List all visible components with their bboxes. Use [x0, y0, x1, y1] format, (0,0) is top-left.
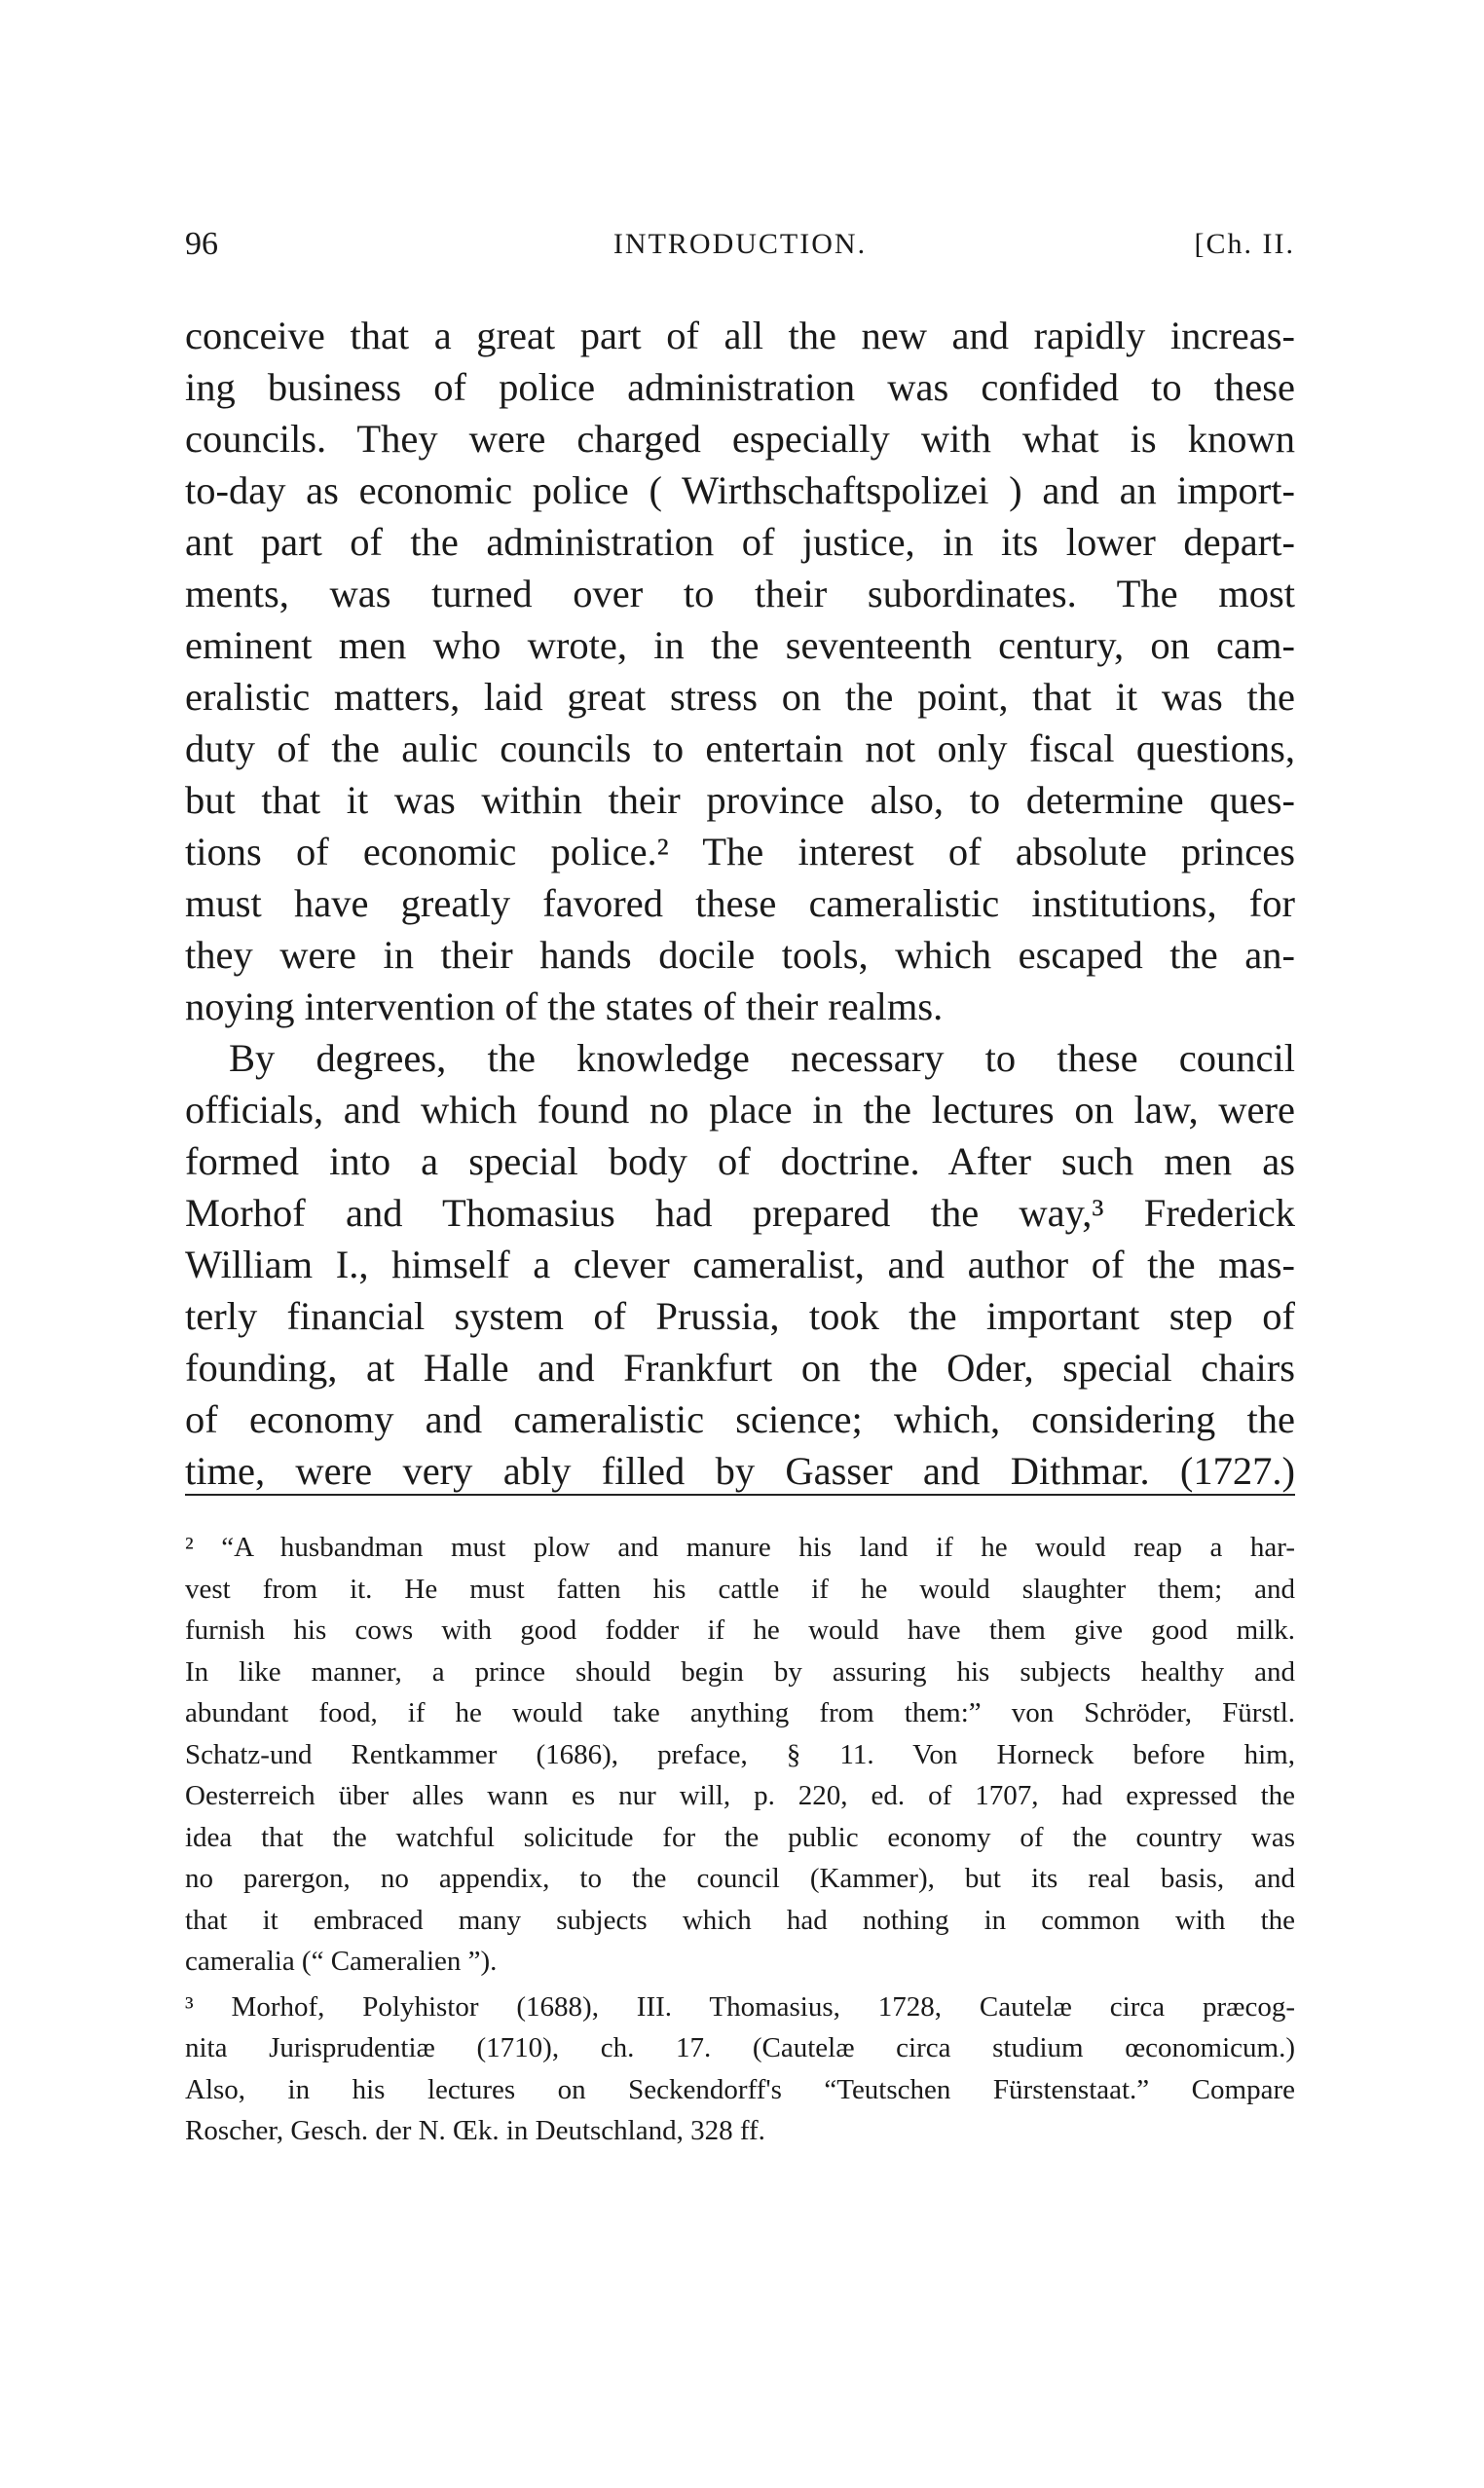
text-line: conceive that a great part of all the new and rapidly increas-: [185, 314, 1295, 357]
text-line: duty of the aulic councils to entertain not only fiscal questions,: [185, 726, 1295, 770]
text-line: they were in their hands docile tools, which escaped the an-: [185, 933, 1295, 977]
text-line: time, were very ably filled by Gasser and Dithmar. (1727.): [185, 1449, 1295, 1493]
page-header: [185, 226, 1295, 265]
text-line: tions of economic police.² The interest of absolute princes: [185, 830, 1295, 873]
footnote-line: furnish his cows with good fodder if he would have them give good milk.: [185, 1615, 1295, 1646]
footnote-line: no parergon, no appendix, to the council (Kammer), but its real basis, and: [185, 1863, 1295, 1894]
text-line: terly financial system of Prussia, took the important step of: [185, 1294, 1295, 1338]
footnote-line: that it embraced many subjects which had nothing in common with the: [185, 1904, 1295, 1936]
text-line: ant part of the administration of justice, in its lower depart-: [185, 520, 1295, 564]
text-line: must have greatly favored these cameralistic institutions, for: [185, 881, 1295, 925]
footnote-line: Schatz-und Rentkammer (1686), preface, § 11. Von Horneck before him,: [185, 1738, 1295, 1770]
footnote-line: idea that the watchful solicitude for the public economy of the country was: [185, 1821, 1295, 1853]
footnote-divider: [185, 1494, 1295, 1496]
text-line: but that it was within their province also, to determine ques-: [185, 778, 1295, 822]
running-title: INTRODUCTION.: [612, 228, 868, 260]
text-line: eralistic matters, laid great stress on the point, that it was the: [185, 675, 1295, 719]
footnote-3: [185, 1987, 1295, 2152]
footnotes: [185, 1527, 1295, 2152]
main-text: [185, 310, 1295, 1497]
text-line: councils. They were charged especially with what is known: [185, 417, 1295, 461]
text-line: ing business of police administration was confided to these: [185, 365, 1295, 409]
chapter-label: [Ch. II.: [1194, 228, 1295, 260]
footnote-line: nita Jurisprudentiæ (1710), ch. 17. (Cautelæ circa studium œconomicum.): [185, 2032, 1295, 2063]
footnote-line: ³ Morhof, Polyhistor (1688), III. Thomasius, 1728, Cautelæ circa præcog-: [185, 1990, 1295, 2023]
footnote-line: Also, in his lectures on Seckendorff's “Teutschen Fürstenstaat.” Compare: [185, 2073, 1295, 2105]
footnote-2: [185, 1527, 1295, 1983]
text-line: eminent men who wrote, in the seventeenth century, on cam-: [185, 623, 1295, 667]
text-line: Morhof and Thomasius had prepared the way,³ Frederick: [185, 1191, 1295, 1235]
text-line: By degrees, the knowledge necessary to these council: [229, 1036, 1295, 1080]
text-line: William I., himself a clever cameralist, and author of the mas-: [185, 1243, 1295, 1286]
text-line: officials, and which found no place in the lectures on law, were: [185, 1088, 1295, 1132]
paragraph-1: [185, 310, 1295, 1032]
footnote-line: abundant food, if he would take anything from them:” von Schröder, Fürstl.: [185, 1697, 1295, 1728]
text-line: ments, was turned over to their subordinates. The most: [185, 572, 1295, 615]
text-line: of economy and cameralistic science; which, considering the: [185, 1397, 1295, 1441]
text-line: to-day as economic police ( Wirthschaftspolizei ) and an import-: [185, 468, 1295, 512]
footnote-line: Oesterreich über alles wann es nur will, p. 220, ed. of 1707, had expressed the: [185, 1780, 1295, 1811]
footnote-line: cameralia (“ Cameralien ”).: [185, 1946, 498, 1977]
footnote-line: Roscher, Gesch. der N. Œk. in Deutschland, 328 ff.: [185, 2115, 765, 2146]
footnote-line: vest from it. He must fatten his cattle if he would slaughter them; and: [185, 1573, 1295, 1605]
page-number: 96: [185, 226, 218, 262]
footnote-line: ² “A husbandman must plow and manure his land if he would reap a har-: [185, 1532, 1295, 1563]
footnote-line: In like manner, a prince should begin by assuring his subjects healthy and: [185, 1655, 1295, 1688]
text-line: founding, at Halle and Frankfurt on the Oder, special chairs: [185, 1346, 1295, 1390]
text-line: noying intervention of the states of their realms.: [185, 984, 944, 1028]
text-line: formed into a special body of doctrine. After such men as: [185, 1139, 1295, 1183]
paragraph-2-continued: [185, 1084, 1295, 1497]
paragraph-2: [185, 1032, 1295, 1084]
